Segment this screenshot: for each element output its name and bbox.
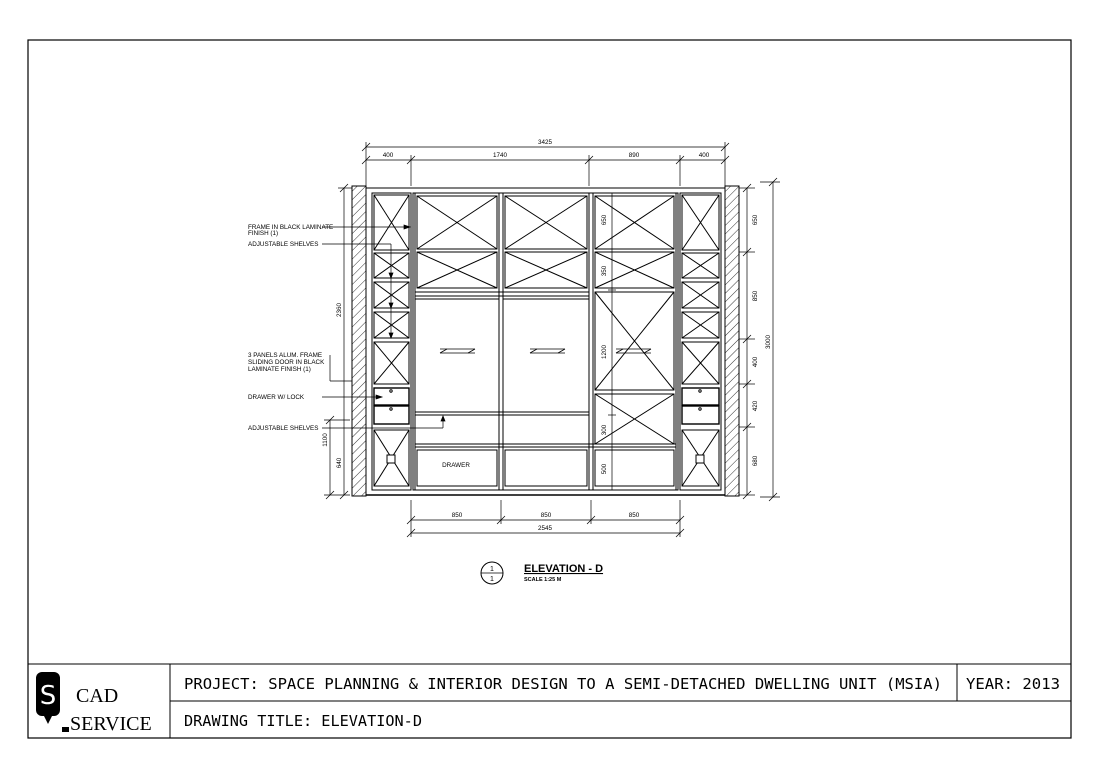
- dim-right-2: 850: [752, 290, 759, 302]
- right-dimensions: [739, 178, 780, 501]
- dim-bottom-panel3: 850: [628, 512, 640, 519]
- dim-right-1: 650: [752, 214, 759, 226]
- logo-line2: SERVICE: [70, 713, 152, 735]
- company-logo: [36, 672, 152, 735]
- right-column: [680, 193, 721, 490]
- note-door-line2: SLIDING DOOR IN BLACK: [248, 359, 325, 366]
- dim-inner-2: 350: [601, 265, 608, 277]
- dim-top-left: 400: [382, 152, 394, 159]
- slide-arrows: [440, 349, 651, 353]
- right-drawer-1: [682, 388, 719, 405]
- dim-right-3: 400: [752, 356, 759, 368]
- logo-line1: CAD: [76, 685, 119, 707]
- dimension-labels: [322, 139, 772, 532]
- left-dimensions: [324, 184, 352, 499]
- caption-scale: SCALE 1:25 M: [524, 577, 562, 583]
- right-drawer-2: [682, 406, 719, 424]
- project-year: YEAR: 2013: [966, 675, 1060, 693]
- dim-bottom-panel2: 850: [540, 512, 552, 519]
- note-drawer-lock: DRAWER W/ LOCK: [248, 394, 305, 401]
- note-frame-line1: FRAME IN BLACK LAMINATE: [248, 224, 334, 231]
- caption-num-top: 1: [490, 566, 494, 573]
- dim-inner-5: 500: [601, 463, 608, 475]
- left-wall: [352, 186, 366, 496]
- drawing-title: DRAWING TITLE: ELEVATION-D: [184, 712, 422, 730]
- note-door-line1: 3 PANELS ALUM. FRAME: [248, 352, 323, 359]
- sliding-door-section: [413, 193, 678, 490]
- project-title: PROJECT: SPACE PLANNING & INTERIOR DESIGN TO A SEMI-DETACHED DWELLING UNIT (MSIA): [184, 675, 943, 693]
- caption-title: ELEVATION - D: [524, 563, 604, 575]
- dim-right-5: 680: [752, 455, 759, 467]
- dim-bottom-panel1: 850: [451, 512, 463, 519]
- note-drawer: DRAWER: [442, 462, 470, 469]
- note-door-line3: LAMINATE FINISH (1): [248, 366, 311, 373]
- dim-left-base: 640: [336, 457, 343, 469]
- dim-left-total: 2360: [336, 302, 343, 318]
- elevation-drawing: [322, 142, 780, 537]
- dim-inner-1: 650: [601, 214, 608, 226]
- leader-lines: [322, 225, 445, 428]
- dim-top-center-left: 1740: [492, 152, 508, 159]
- left-column: [372, 193, 411, 490]
- dim-inner-4: 300: [601, 424, 608, 436]
- dim-right-outer: 3000: [765, 334, 772, 350]
- top-dimensions: [362, 142, 729, 186]
- dim-inner-3: 1200: [601, 344, 608, 360]
- right-wall: [725, 186, 739, 496]
- dim-top-right: 400: [698, 152, 710, 159]
- dim-right-4: 420: [752, 400, 759, 412]
- dim-left-lower: 1100: [322, 433, 329, 447]
- drawing-caption: [481, 562, 603, 584]
- inner-dimensions: [608, 193, 616, 490]
- dim-top-center-right: 890: [628, 152, 640, 159]
- caption-num-bottom: 1: [490, 576, 494, 583]
- note-frame-line2: FINISH (1): [248, 230, 279, 237]
- dim-overall: 3425: [537, 139, 553, 146]
- note-shelves-lower: ADJUSTABLE SHELVES: [248, 425, 319, 432]
- logo-letter: S: [39, 681, 57, 711]
- left-drawer-2: [374, 406, 409, 424]
- dim-bottom-total: 2545: [537, 525, 553, 532]
- cabinet-outer-frame: [366, 188, 725, 495]
- note-shelves-upper: ADJUSTABLE SHELVES: [248, 241, 319, 248]
